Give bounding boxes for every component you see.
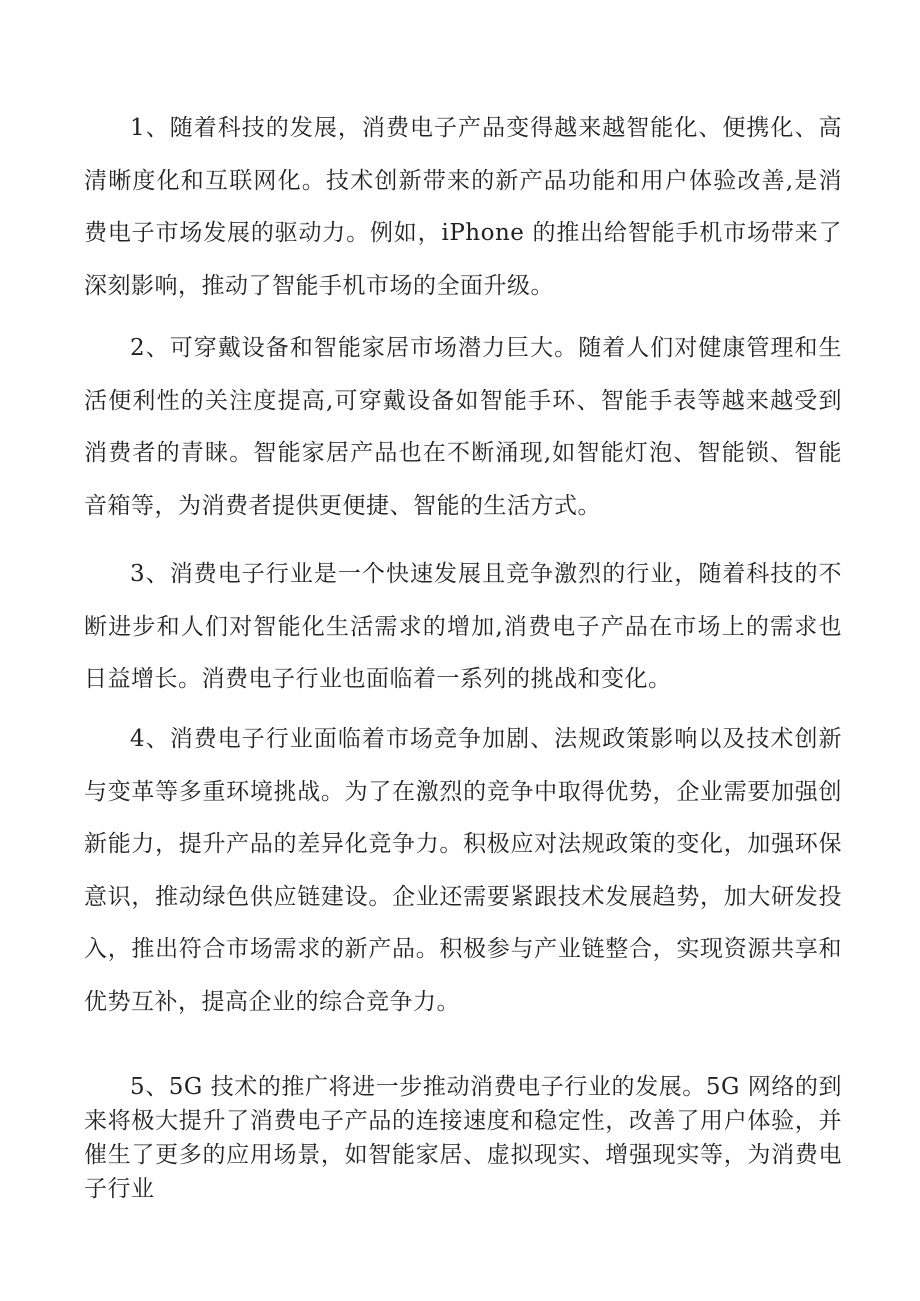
paragraph-2: 2、可穿戴设备和智能家居市场潜力巨大。随着人们对健康管理和生活便利性的关注度提高,可穿戴设备如智能手环、智能手表等越来越受到消费者的青睐。智能家居产品也在不断涌现,如智能灯泡、智能锁、智能音箱等，为消费者提供更便捷、智能的生活方式。 — [84, 335, 842, 519]
paragraph-3: 3、消费电子行业是一个快速发展且竞争激烈的行业，随着科技的不断进步和人们对智能化生活需求的增加,消费电子产品在市场上的需求也日益增长。消费电子行业也面临着一系列的挑战和变化。 — [84, 561, 842, 692]
paragraph-1: 1、随着科技的发展，消费电子产品变得越来越智能化、便携化、高清晰度化和互联网化。技术创新带来的新产品功能和用户体验改善,是消费电子市场发展的驱动力。例如，iPhone 的推出给智能手机市场带来了深刻影响，推动了智能手机市场的全面升级。 — [84, 115, 842, 299]
paragraph-4: 4、消费电子行业面临着市场竞争加剧、法规政策影响以及技术创新与变革等多重环境挑战。为了在激烈的竞争中取得优势，企业需要加强创新能力，提升产品的差异化竞争力。积极应对法规政策的变化，加强环保意识，推动绿色供应链建设。企业还需要紧跟技术发展趋势，加大研发投入，推出符合市场需求的新产品。积极参与产业链整合，实现资源共享和优势互补，提高企业的综合竞争力。 — [84, 726, 842, 1015]
paragraph-5: 5、5G 技术的推广将进一步推动消费电子行业的发展。5G 网络的到来将极大提升了消费电子产品的连接速度和稳定性，改善了用户体验，并催生了更多的应用场景，如智能家居、虚拟现实、增强现实等，为消费电子行业 — [84, 1074, 842, 1202]
